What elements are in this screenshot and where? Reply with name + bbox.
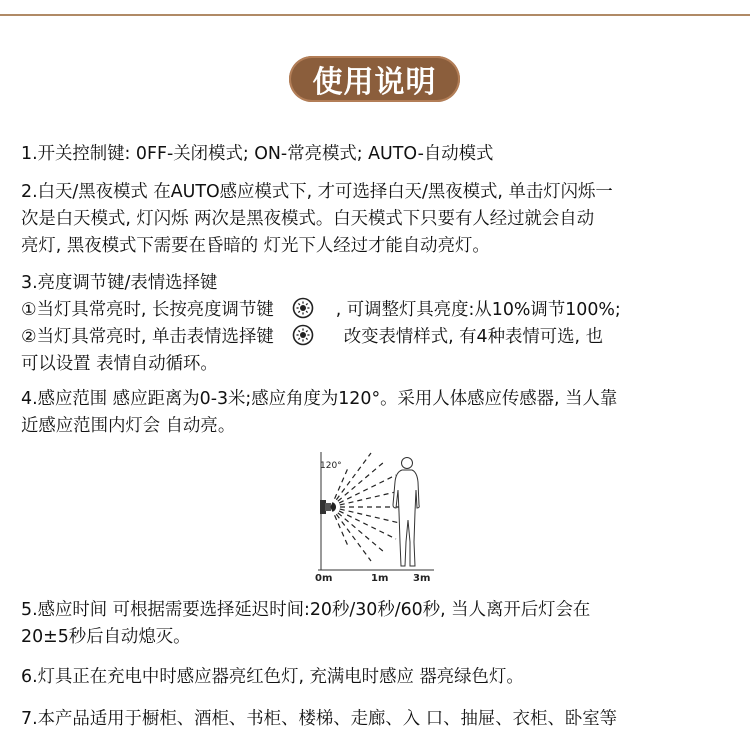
section-1-line-1: 1.开关控制键: 0FF-关闭模式; ON-常亮模式; AUTO-自动模式	[21, 144, 494, 164]
item-1-text-after: , 可调整灯具亮度:从10%调节100%;	[335, 300, 621, 320]
angle-label: 120°	[320, 461, 342, 471]
section-5-line-1: 5.感应时间 可根据需要选择延迟时间:20秒/30秒/60秒, 当人离开后灯会在	[21, 600, 591, 620]
section-day-night	[21, 179, 736, 260]
section-delay	[21, 597, 736, 651]
page-title: 使用说明	[312, 65, 437, 100]
section-4-line-1: 4.感应范围 感应距离为0-3米;感应角度为120°。采用人体感应传感器, 当人靠	[21, 389, 618, 409]
title-banner	[289, 56, 460, 102]
item-1-text-before: ①当灯具常亮时, 长按亮度调节键	[21, 300, 274, 320]
section-7-line-1: 7.本产品适用于橱柜、酒柜、书柜、楼梯、走廊、入 口、抽屉、衣柜、卧室等	[21, 709, 618, 729]
section-switch	[21, 141, 736, 168]
section-5-line-2: 20±5秒后自动熄灭。	[21, 627, 191, 647]
section-2-line-3: 亮灯, 黑夜模式下需要在昏暗的 灯光下人经过才能自动亮灯。	[21, 236, 490, 256]
section-charging	[21, 664, 736, 691]
section-range	[21, 386, 736, 440]
sensor-range-diagram	[306, 450, 436, 586]
section-6-line-1: 6.灯具正在充电中时感应器亮红色灯, 充满电时感应 器亮绿色灯。	[21, 667, 524, 687]
person-silhouette	[393, 458, 419, 567]
section-3-item-2	[21, 324, 736, 351]
tick-3m: 3m	[413, 573, 431, 584]
item-2-text-before: ②当灯具常亮时, 单击表情选择键	[21, 327, 274, 347]
item-2-text-after: 改变表情样式, 有4种表情可选, 也	[343, 327, 603, 347]
expression-button-icon	[292, 324, 314, 346]
section-brightness	[21, 270, 736, 378]
section-3-item-2-line-2: 可以设置 表情自动循环。	[21, 354, 218, 374]
brightness-button-icon	[292, 297, 314, 319]
section-usage	[21, 706, 736, 733]
top-divider	[0, 14, 750, 16]
tick-0m: 0m	[315, 573, 333, 584]
section-2-line-1: 2.白天/黑夜模式 在AUTO感应模式下, 才可选择白天/黑夜模式, 单击灯闪烁一	[21, 182, 613, 202]
section-3-item-1	[21, 297, 736, 324]
section-2-line-2: 次是白天模式, 灯闪烁 两次是黑夜模式。白天模式下只要有人经过就会自动	[21, 209, 595, 229]
section-3-heading: 3.亮度调节键/表情选择键	[21, 273, 218, 293]
tick-1m: 1m	[371, 573, 389, 584]
section-4-line-2: 近感应范围内灯会 自动亮。	[21, 416, 236, 436]
